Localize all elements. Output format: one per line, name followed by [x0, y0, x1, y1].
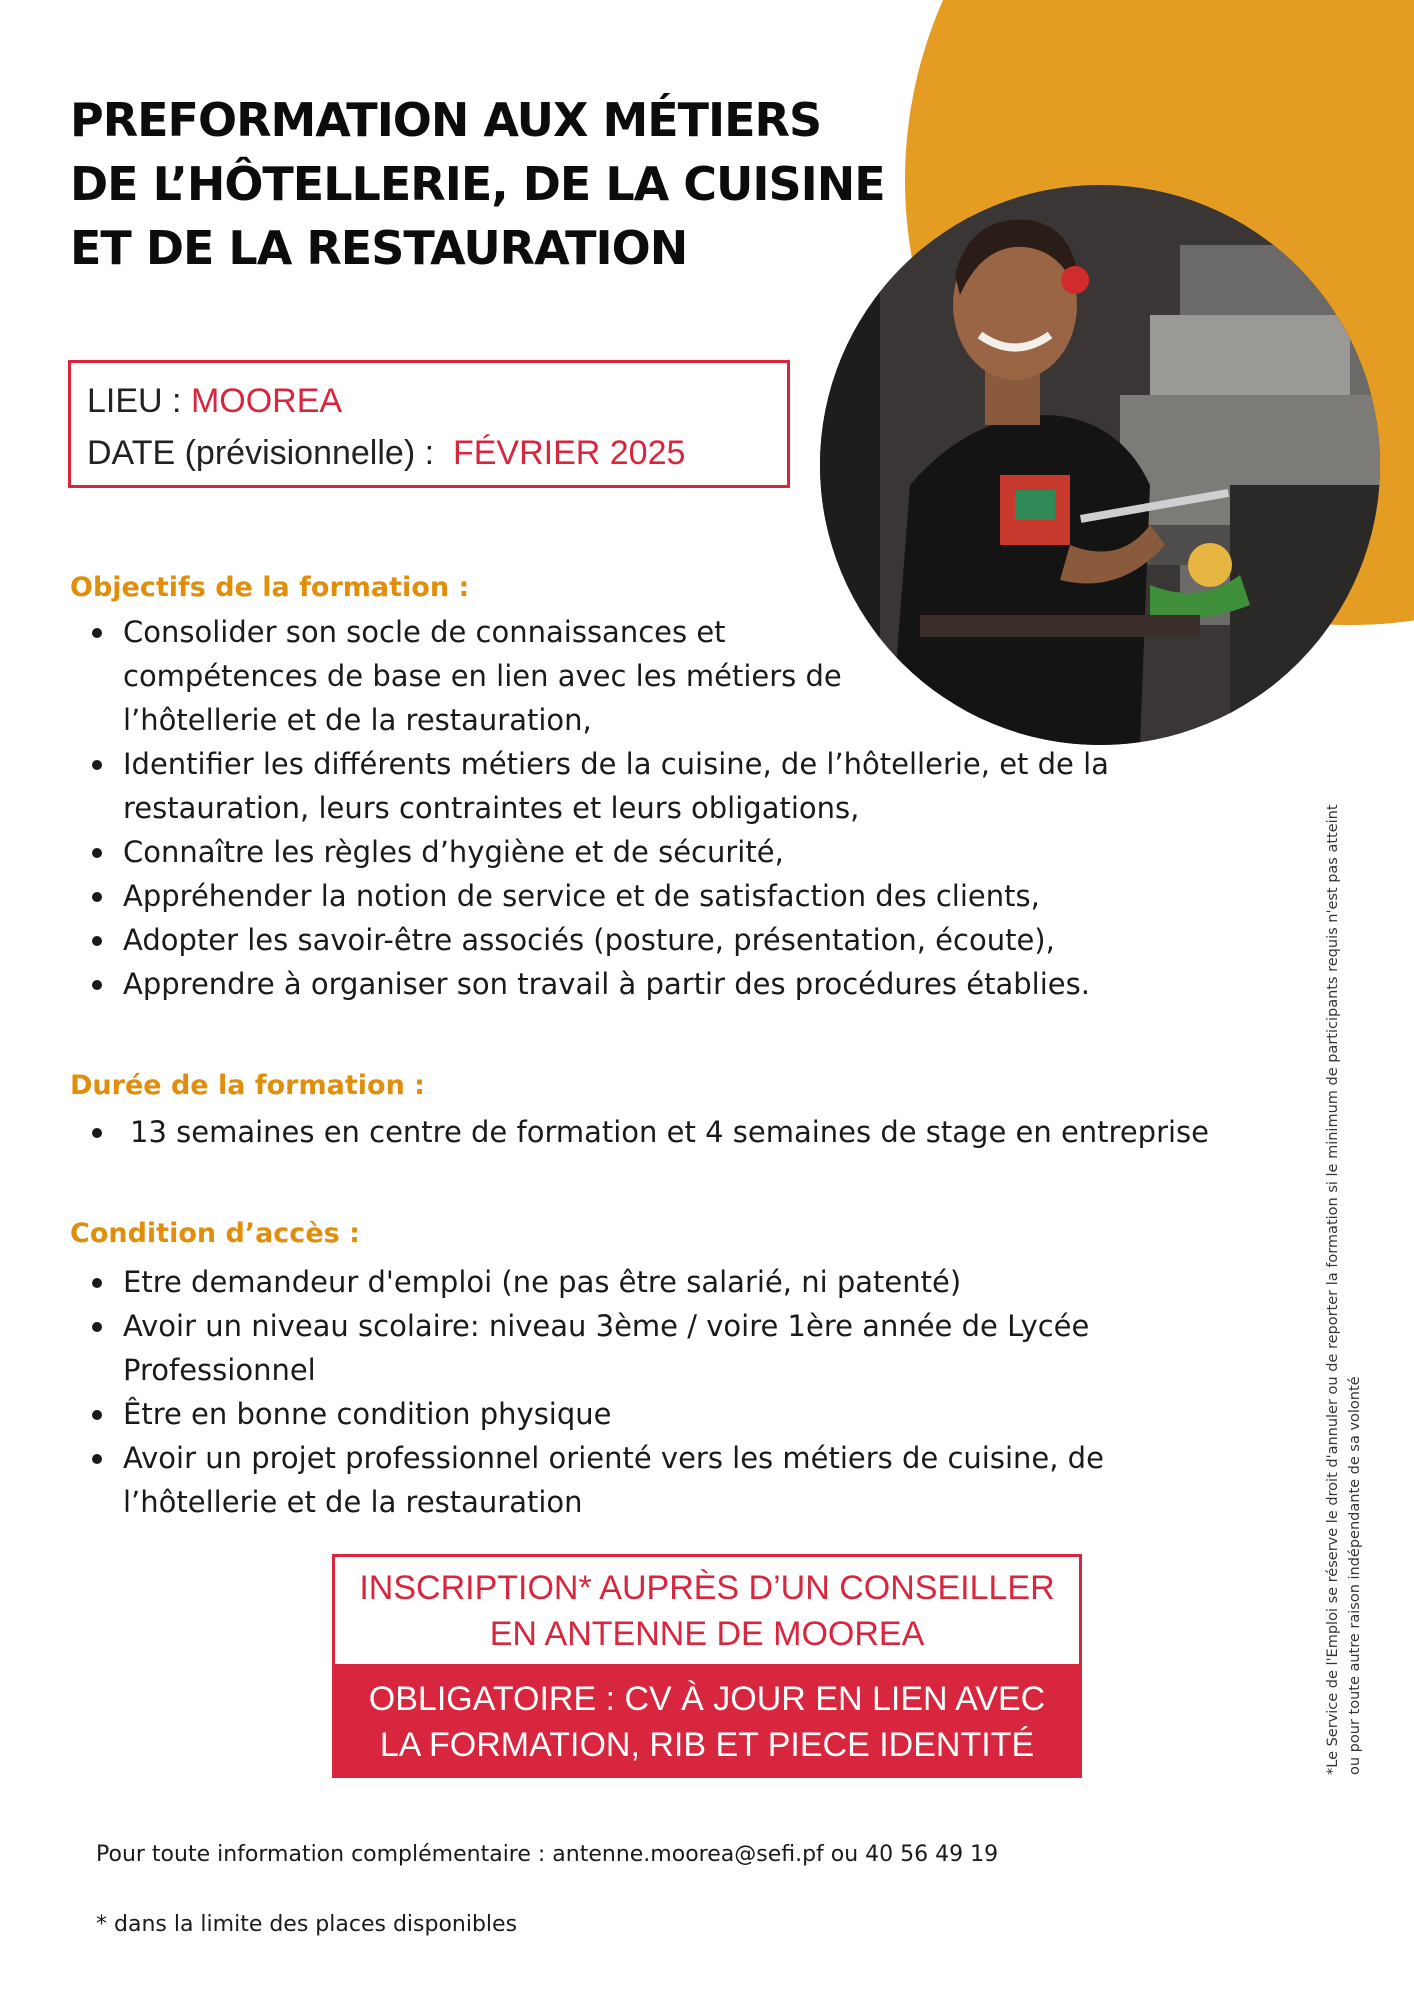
title-line-3: ET DE LA RESTAURATION — [70, 221, 688, 275]
list-item: Apprendre à organiser son travail à partir des procédures établies. — [70, 962, 1250, 1006]
list-item: 13 semaines en centre de formation et 4 semaines de stage en entreprise — [70, 1110, 1330, 1154]
list-item: Avoir un niveau scolaire: niveau 3ème / voire 1ère année de Lycée Professionnel — [70, 1304, 1250, 1392]
obligatoire-box — [332, 1664, 1082, 1778]
objectifs-list — [70, 610, 1250, 1006]
objectifs-heading: Objectifs de la formation : — [70, 572, 470, 603]
location-row — [87, 375, 771, 427]
date-label: DATE (prévisionnelle) : — [87, 434, 444, 472]
list-item: Adopter les savoir-être associés (posture, présentation, écoute), — [70, 918, 1250, 962]
obligatoire-line-1: OBLIGATOIRE : CV À JOUR EN LIEN AVEC — [368, 1680, 1046, 1718]
list-item: Connaître les règles d’hygiène et de sécurité, — [70, 830, 1250, 874]
conditions-heading: Condition d’accès : — [70, 1218, 360, 1249]
inscription-line-2: EN ANTENNE DE MOOREA — [489, 1615, 925, 1653]
footnote: * dans la limite des places disponibles — [96, 1912, 518, 1937]
duree-heading: Durée de la formation : — [70, 1070, 425, 1101]
title-line-2: DE L’HÔTELLERIE, DE LA CUISINE — [70, 157, 885, 211]
list-item: Identifier les différents métiers de la cuisine, de l’hôtellerie, et de la restauration, leurs contraintes et leurs obligations, — [70, 742, 1250, 830]
disclaimer-line-1: *Le Service de l'Emploi se réserve le droit d'annuler ou de reporter la formation si le minimum de participants requis n'est pas atteint — [1325, 804, 1341, 1775]
list-item: Consolider son socle de connaissances et compétences de base en lien avec les métiers de l’hôtellerie et de la restauration, — [70, 610, 923, 742]
duree-list — [70, 1110, 1330, 1154]
conditions-list — [70, 1260, 1250, 1524]
location-date-box — [68, 360, 790, 488]
date-value: FÉVRIER 2025 — [452, 434, 686, 472]
obligatoire-line-2: LA FORMATION, RIB ET PIECE IDENTITÉ — [379, 1726, 1035, 1764]
inscription-line-1: INSCRIPTION* AUPRÈS D’UN CONSEILLER — [359, 1569, 1055, 1607]
inscription-box — [332, 1554, 1082, 1664]
location-value: MOOREA — [190, 382, 343, 420]
list-item: Etre demandeur d'emploi (ne pas être salarié, ni patenté) — [70, 1260, 1250, 1304]
title-line-1: PREFORMATION AUX MÉTIERS — [70, 93, 822, 147]
contact-info: Pour toute information complémentaire : antenne.moorea@sefi.pf ou 40 56 49 19 — [96, 1842, 999, 1867]
date-row — [87, 427, 771, 479]
page-title — [70, 88, 930, 280]
list-item: Avoir un projet professionnel orienté vers les métiers de cuisine, de l’hôtellerie et de la restauration — [70, 1436, 1250, 1524]
location-label: LIEU : — [87, 382, 191, 420]
disclaimer-line-2: ou pour toute autre raison indépendante de sa volonté — [1347, 1376, 1363, 1775]
legal-disclaimer — [1322, 615, 1366, 1775]
list-item: Appréhender la notion de service et de satisfaction des clients, — [70, 874, 1250, 918]
list-item: Être en bonne condition physique — [70, 1392, 1250, 1436]
